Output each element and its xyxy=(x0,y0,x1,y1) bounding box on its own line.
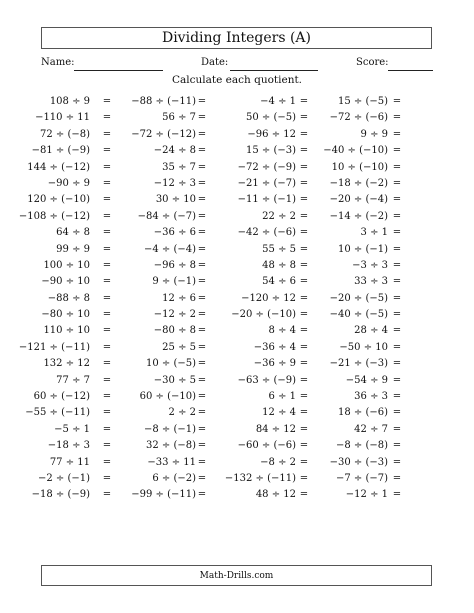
problem-expression: −80 ÷ 10 xyxy=(41,309,90,321)
equals-sign: = xyxy=(102,276,112,288)
equals-sign: = xyxy=(197,358,207,370)
equals-sign: = xyxy=(102,128,112,140)
problem-row xyxy=(0,340,474,356)
problem-expression: 32 ÷ (−8) xyxy=(145,440,196,452)
problem-expression: −36 ÷ 9 xyxy=(253,358,296,370)
problem-expression: −99 ÷ (−11) xyxy=(131,489,196,501)
problem-expression: 10 ÷ (−10) xyxy=(331,161,388,173)
equals-sign: = xyxy=(392,325,402,337)
problem-row xyxy=(0,323,474,339)
problem-expression: 100 ÷ 10 xyxy=(43,259,90,271)
equals-sign: = xyxy=(197,210,207,222)
equals-sign: = xyxy=(392,358,402,370)
equals-sign: = xyxy=(299,161,309,173)
problem-expression: 84 ÷ 12 xyxy=(255,423,296,435)
equals-sign: = xyxy=(102,391,112,403)
problem-expression: 50 ÷ (−5) xyxy=(245,112,296,124)
problem-expression: 6 ÷ (−2) xyxy=(152,472,196,484)
score-label: Score: xyxy=(356,57,389,68)
problem-row xyxy=(0,422,474,438)
equals-sign: = xyxy=(197,112,207,124)
problem-row xyxy=(0,471,474,487)
problem-expression: −54 ÷ 9 xyxy=(345,374,388,386)
problem-row xyxy=(0,160,474,176)
equals-sign: = xyxy=(392,128,402,140)
equals-sign: = xyxy=(299,391,309,403)
equals-sign: = xyxy=(392,276,402,288)
problem-row xyxy=(0,258,474,274)
problem-expression: 3 ÷ 1 xyxy=(360,227,388,239)
problem-expression: 110 ÷ 10 xyxy=(43,325,90,337)
equals-sign: = xyxy=(102,259,112,271)
footer-text: Math-Drills.com xyxy=(199,570,274,581)
equals-sign: = xyxy=(102,407,112,419)
problem-expression: −36 ÷ 4 xyxy=(253,341,296,353)
equals-sign: = xyxy=(197,407,207,419)
problem-row xyxy=(0,487,474,503)
problem-expression: −21 ÷ (−7) xyxy=(237,177,296,189)
equals-sign: = xyxy=(102,112,112,124)
equals-sign: = xyxy=(299,440,309,452)
equals-sign: = xyxy=(392,456,402,468)
equals-sign: = xyxy=(102,358,112,370)
problem-expression: −88 ÷ (−11) xyxy=(131,96,196,107)
equals-sign: = xyxy=(197,177,207,189)
equals-sign: = xyxy=(102,145,112,157)
footer-box xyxy=(41,565,432,586)
equals-sign: = xyxy=(392,374,402,386)
problem-expression: −42 ÷ (−6) xyxy=(237,227,296,239)
equals-sign: = xyxy=(299,259,309,271)
problem-expression: −72 ÷ (−12) xyxy=(131,128,196,140)
equals-sign: = xyxy=(392,309,402,321)
equals-sign: = xyxy=(299,358,309,370)
equals-sign: = xyxy=(102,96,112,107)
equals-sign: = xyxy=(197,259,207,271)
equals-sign: = xyxy=(197,374,207,386)
equals-sign: = xyxy=(197,489,207,501)
problem-expression: −50 ÷ 10 xyxy=(339,341,388,353)
equals-sign: = xyxy=(299,309,309,321)
name-field-line[interactable] xyxy=(74,70,163,71)
problem-expression: 6 ÷ 1 xyxy=(268,391,296,403)
equals-sign: = xyxy=(102,456,112,468)
equals-sign: = xyxy=(392,472,402,484)
equals-sign: = xyxy=(197,276,207,288)
equals-sign: = xyxy=(299,243,309,255)
date-field-line[interactable] xyxy=(230,70,318,71)
equals-sign: = xyxy=(102,227,112,239)
problem-expression: 2 ÷ 2 xyxy=(168,407,196,419)
instructions: Calculate each quotient. xyxy=(171,74,303,86)
problem-expression: 35 ÷ 7 xyxy=(162,161,196,173)
problem-expression: −108 ÷ (−12) xyxy=(18,210,90,222)
equals-sign: = xyxy=(197,341,207,353)
equals-sign: = xyxy=(197,227,207,239)
equals-sign: = xyxy=(392,440,402,452)
problem-expression: 48 ÷ 8 xyxy=(262,259,296,271)
problem-row xyxy=(0,127,474,143)
problem-expression: −8 ÷ (−1) xyxy=(143,423,196,435)
name-label: Name: xyxy=(41,57,75,68)
equals-sign: = xyxy=(299,227,309,239)
problem-expression: 15 ÷ (−3) xyxy=(245,145,296,157)
problem-expression: −12 ÷ 2 xyxy=(153,309,196,321)
problem-expression: −21 ÷ (−3) xyxy=(329,358,388,370)
problem-expression: 36 ÷ 3 xyxy=(354,391,388,403)
problem-row xyxy=(0,307,474,323)
problem-expression: 120 ÷ (−10) xyxy=(27,194,90,206)
problem-row xyxy=(0,176,474,192)
equals-sign: = xyxy=(299,292,309,304)
equals-sign: = xyxy=(299,374,309,386)
equals-sign: = xyxy=(197,325,207,337)
equals-sign: = xyxy=(392,227,402,239)
problem-row xyxy=(0,356,474,372)
problem-expression: −20 ÷ (−10) xyxy=(231,309,296,321)
equals-sign: = xyxy=(197,456,207,468)
equals-sign: = xyxy=(299,489,309,501)
problem-row xyxy=(0,389,474,405)
problem-expression: −18 ÷ (−2) xyxy=(329,177,388,189)
equals-sign: = xyxy=(299,177,309,189)
problem-row xyxy=(0,209,474,225)
equals-sign: = xyxy=(102,292,112,304)
equals-sign: = xyxy=(392,112,402,124)
equals-sign: = xyxy=(392,243,402,255)
problem-expression: 72 ÷ (−8) xyxy=(39,128,90,140)
problem-expression: −4 ÷ (−4) xyxy=(143,243,196,255)
problem-expression: −96 ÷ 12 xyxy=(247,128,296,140)
problem-expression: −55 ÷ (−11) xyxy=(25,407,90,419)
equals-sign: = xyxy=(392,96,402,107)
equals-sign: = xyxy=(197,161,207,173)
problem-expression: −80 ÷ 8 xyxy=(153,325,196,337)
equals-sign: = xyxy=(299,194,309,206)
problem-expression: −7 ÷ (−7) xyxy=(335,472,388,484)
equals-sign: = xyxy=(392,194,402,206)
equals-sign: = xyxy=(102,374,112,386)
problem-expression: −72 ÷ (−9) xyxy=(237,161,296,173)
problem-expression: −8 ÷ (−8) xyxy=(335,440,388,452)
problem-expression: −60 ÷ (−6) xyxy=(237,440,296,452)
problem-row xyxy=(0,373,474,389)
problem-expression: 8 ÷ 4 xyxy=(268,325,296,337)
problem-expression: 10 ÷ (−5) xyxy=(145,358,196,370)
problem-row xyxy=(0,455,474,471)
problem-expression: 9 ÷ 9 xyxy=(360,128,388,140)
problem-expression: 33 ÷ 3 xyxy=(354,276,388,288)
problem-expression: 60 ÷ (−12) xyxy=(33,391,90,403)
problem-row xyxy=(0,225,474,241)
problem-expression: −84 ÷ (−7) xyxy=(137,210,196,222)
equals-sign: = xyxy=(102,440,112,452)
equals-sign: = xyxy=(102,194,112,206)
equals-sign: = xyxy=(299,472,309,484)
problem-row xyxy=(0,192,474,208)
problem-row xyxy=(0,438,474,454)
equals-sign: = xyxy=(392,161,402,173)
equals-sign: = xyxy=(102,243,112,255)
equals-sign: = xyxy=(392,145,402,157)
problem-expression: 144 ÷ (−12) xyxy=(27,161,90,173)
equals-sign: = xyxy=(392,259,402,271)
equals-sign: = xyxy=(392,423,402,435)
equals-sign: = xyxy=(102,309,112,321)
problem-expression: 77 ÷ 11 xyxy=(49,456,90,468)
problem-expression: 108 ÷ 9 xyxy=(49,96,90,107)
problem-row xyxy=(0,94,474,110)
problem-expression: 25 ÷ 5 xyxy=(162,341,196,353)
equals-sign: = xyxy=(392,391,402,403)
problem-expression: −96 ÷ 8 xyxy=(153,259,196,271)
equals-sign: = xyxy=(299,112,309,124)
date-label: Date: xyxy=(201,57,229,68)
problem-expression: −24 ÷ 8 xyxy=(153,145,196,157)
equals-sign: = xyxy=(392,341,402,353)
equals-sign: = xyxy=(392,407,402,419)
problem-expression: −90 ÷ 9 xyxy=(47,177,90,189)
problem-expression: −36 ÷ 6 xyxy=(153,227,196,239)
worksheet-title: Dividing Integers (A) xyxy=(161,30,312,46)
problem-expression: −33 ÷ 11 xyxy=(147,456,196,468)
equals-sign: = xyxy=(102,472,112,484)
problem-expression: −110 ÷ 11 xyxy=(35,112,90,124)
problem-row xyxy=(0,405,474,421)
equals-sign: = xyxy=(299,96,309,107)
problem-expression: 77 ÷ 7 xyxy=(56,374,90,386)
problem-expression: 56 ÷ 7 xyxy=(162,112,196,124)
score-field-line[interactable] xyxy=(388,70,433,71)
equals-sign: = xyxy=(299,145,309,157)
problem-expression: −30 ÷ 5 xyxy=(153,374,196,386)
equals-sign: = xyxy=(392,292,402,304)
equals-sign: = xyxy=(102,177,112,189)
problem-expression: −18 ÷ 3 xyxy=(47,440,90,452)
problem-row xyxy=(0,110,474,126)
problem-expression: −90 ÷ 10 xyxy=(41,276,90,288)
problem-expression: −3 ÷ 3 xyxy=(352,259,388,271)
equals-sign: = xyxy=(102,325,112,337)
problem-expression: 10 ÷ (−1) xyxy=(337,243,388,255)
problem-expression: 55 ÷ 5 xyxy=(262,243,296,255)
problem-expression: 15 ÷ (−5) xyxy=(337,96,388,107)
equals-sign: = xyxy=(299,423,309,435)
equals-sign: = xyxy=(197,145,207,157)
problem-expression: 9 ÷ (−1) xyxy=(152,276,196,288)
problem-row xyxy=(0,291,474,307)
problem-expression: −88 ÷ 8 xyxy=(47,292,90,304)
equals-sign: = xyxy=(102,161,112,173)
worksheet-title-box xyxy=(41,27,432,49)
equals-sign: = xyxy=(197,194,207,206)
problem-expression: 12 ÷ 6 xyxy=(162,292,196,304)
problem-expression: 22 ÷ 2 xyxy=(262,210,296,222)
equals-sign: = xyxy=(102,489,112,501)
problem-expression: −14 ÷ (−2) xyxy=(329,210,388,222)
problem-expression: −30 ÷ (−3) xyxy=(329,456,388,468)
equals-sign: = xyxy=(197,309,207,321)
problem-expression: 60 ÷ (−10) xyxy=(139,391,196,403)
problem-expression: 54 ÷ 6 xyxy=(262,276,296,288)
problem-expression: 99 ÷ 9 xyxy=(56,243,90,255)
equals-sign: = xyxy=(197,243,207,255)
equals-sign: = xyxy=(299,341,309,353)
problem-expression: 48 ÷ 12 xyxy=(255,489,296,501)
problem-expression: 28 ÷ 4 xyxy=(354,325,388,337)
problem-expression: −2 ÷ (−1) xyxy=(37,472,90,484)
equals-sign: = xyxy=(392,210,402,222)
problem-expression: 30 ÷ 10 xyxy=(155,194,196,206)
problem-expression: 18 ÷ (−6) xyxy=(337,407,388,419)
problem-expression: −40 ÷ (−10) xyxy=(323,145,388,157)
problem-expression: −81 ÷ (−9) xyxy=(31,145,90,157)
equals-sign: = xyxy=(299,407,309,419)
problem-expression: −120 ÷ 12 xyxy=(241,292,296,304)
equals-sign: = xyxy=(197,391,207,403)
equals-sign: = xyxy=(102,341,112,353)
problem-grid xyxy=(0,94,474,504)
problem-expression: −4 ÷ 1 xyxy=(260,96,296,107)
equals-sign: = xyxy=(392,177,402,189)
problem-row xyxy=(0,274,474,290)
equals-sign: = xyxy=(299,456,309,468)
problem-expression: −12 ÷ 3 xyxy=(153,177,196,189)
problem-expression: −5 ÷ 1 xyxy=(54,423,90,435)
problem-expression: 64 ÷ 8 xyxy=(56,227,90,239)
problem-expression: 132 ÷ 12 xyxy=(43,358,90,370)
equals-sign: = xyxy=(197,292,207,304)
problem-expression: −40 ÷ (−5) xyxy=(329,309,388,321)
problem-expression: −63 ÷ (−9) xyxy=(237,374,296,386)
equals-sign: = xyxy=(197,96,207,107)
equals-sign: = xyxy=(102,210,112,222)
problem-expression: −72 ÷ (−6) xyxy=(329,112,388,124)
problem-expression: −20 ÷ (−5) xyxy=(329,292,388,304)
problem-expression: 12 ÷ 4 xyxy=(262,407,296,419)
equals-sign: = xyxy=(197,440,207,452)
equals-sign: = xyxy=(299,276,309,288)
equals-sign: = xyxy=(392,489,402,501)
problem-row xyxy=(0,143,474,159)
equals-sign: = xyxy=(197,128,207,140)
problem-expression: 42 ÷ 7 xyxy=(354,423,388,435)
problem-row xyxy=(0,242,474,258)
problem-expression: −11 ÷ (−1) xyxy=(237,194,296,206)
problem-expression: −20 ÷ (−4) xyxy=(329,194,388,206)
equals-sign: = xyxy=(299,128,309,140)
problem-expression: −12 ÷ 1 xyxy=(345,489,388,501)
equals-sign: = xyxy=(197,423,207,435)
problem-expression: −8 ÷ 2 xyxy=(260,456,296,468)
equals-sign: = xyxy=(102,423,112,435)
problem-expression: −18 ÷ (−9) xyxy=(31,489,90,501)
problem-expression: −121 ÷ (−11) xyxy=(18,341,90,353)
equals-sign: = xyxy=(299,325,309,337)
equals-sign: = xyxy=(299,210,309,222)
equals-sign: = xyxy=(197,472,207,484)
problem-expression: −132 ÷ (−11) xyxy=(224,472,296,484)
